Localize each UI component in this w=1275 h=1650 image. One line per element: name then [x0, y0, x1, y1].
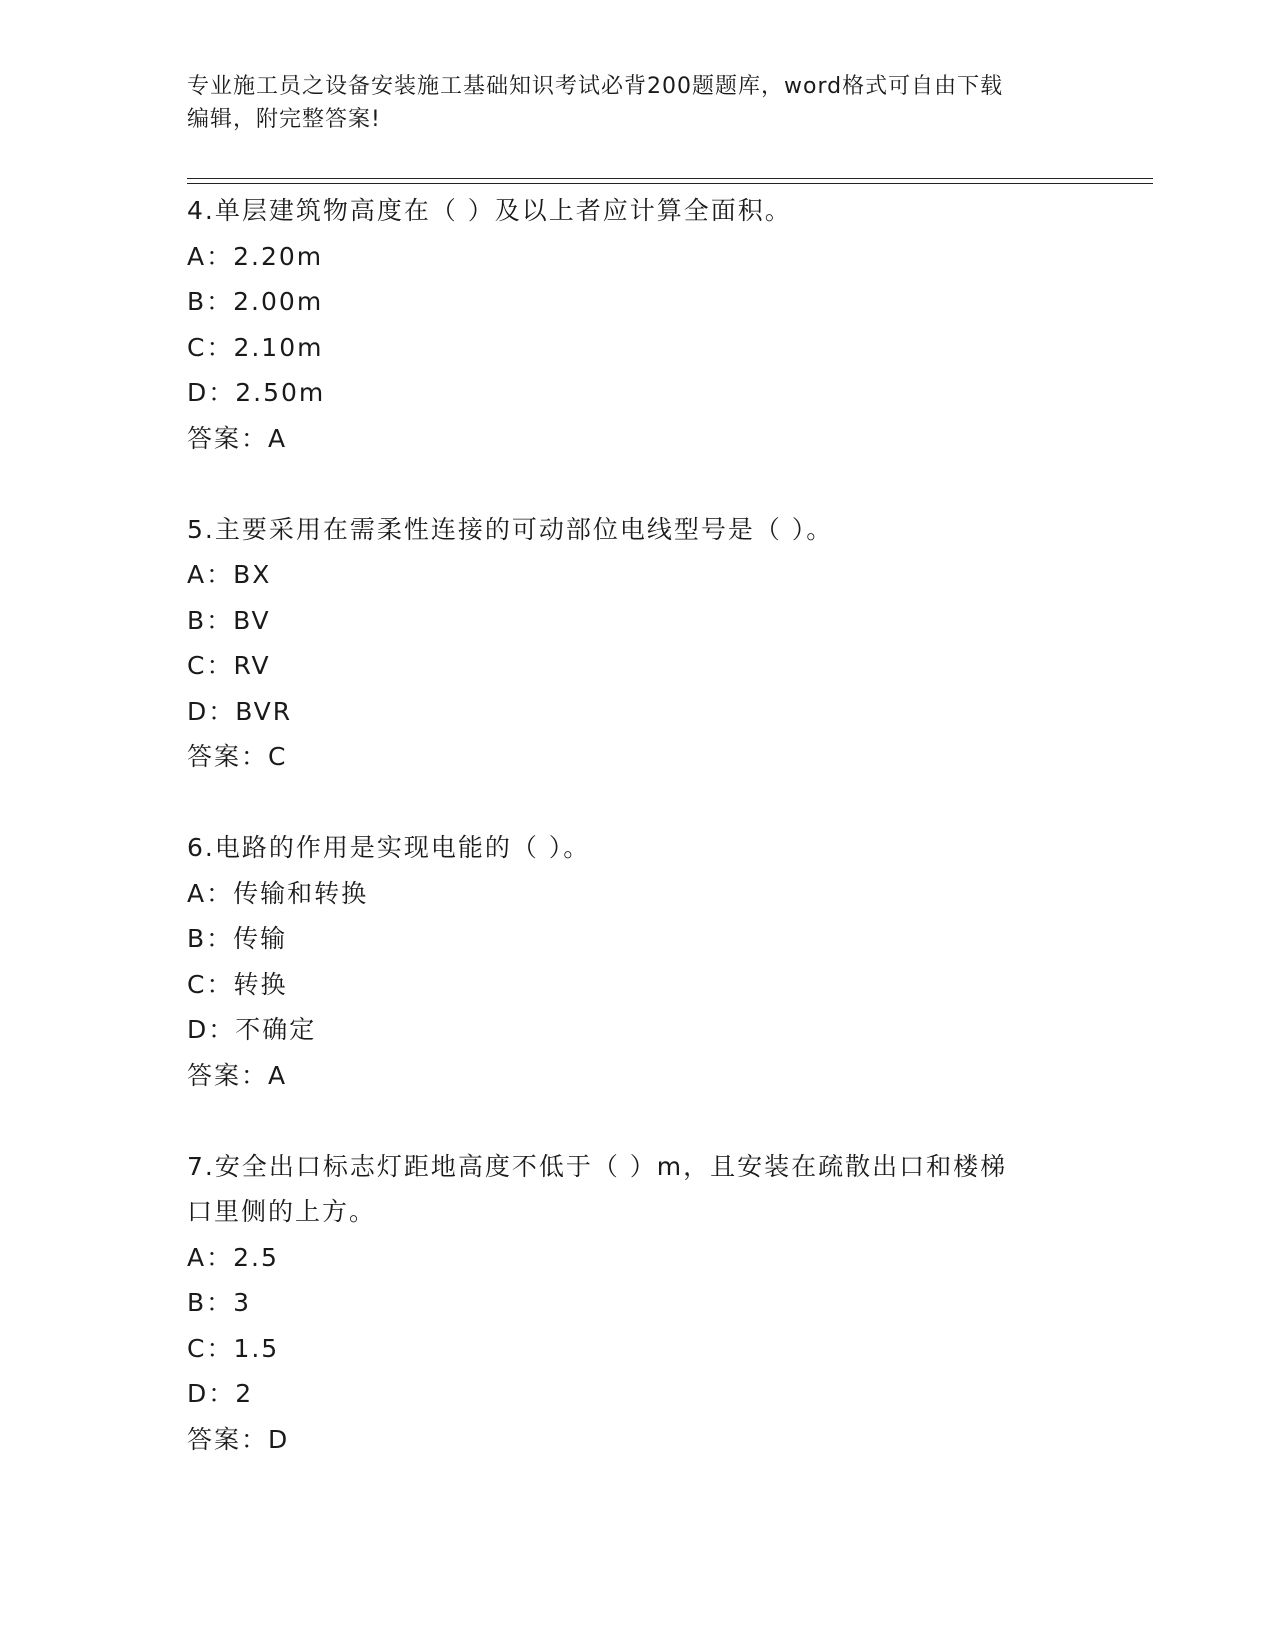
option-b: B：3 — [187, 1288, 252, 1317]
question-stem-line: 7.安全出口标志灯距地高度不低于（ ）m，且安装在疏散出口和楼梯 — [187, 1151, 1008, 1181]
question-4 — [187, 188, 1087, 461]
header-line-2: 编辑，附完整答案! — [187, 107, 381, 132]
question-stem — [187, 825, 1087, 871]
spacer — [187, 1098, 1087, 1144]
option-d: D：不确定 — [187, 1015, 317, 1044]
option-a: A：传输和转换 — [187, 878, 369, 908]
question-7 — [187, 1144, 1087, 1463]
document-header — [187, 70, 1067, 136]
question-stem-line: 6.电路的作用是实现电能的（ ）。 — [187, 833, 591, 862]
header-rule-bottom — [187, 183, 1153, 184]
question-list — [187, 188, 1087, 1462]
answer-line: 答案：C — [187, 742, 288, 771]
option-d: D：2 — [187, 1379, 254, 1408]
spacer — [187, 461, 1087, 507]
answer-line: 答案：A — [187, 1060, 288, 1090]
question-stem — [187, 507, 1087, 553]
question-stem-line: 4.单层建筑物高度在（ ）及以上者应计算全面积。 — [187, 196, 792, 225]
option-a: A：2.20m — [187, 241, 324, 271]
answer-line: 答案：D — [187, 1424, 290, 1454]
question-5 — [187, 507, 1087, 780]
option-b: B：BV — [187, 605, 271, 635]
answer-line: 答案：A — [187, 423, 288, 453]
option-d: D：BVR — [187, 696, 293, 726]
header-line-1: 专业施工员之设备安装施工基础知识考试必背200题题库，word格式可自由下载 — [187, 74, 1004, 99]
option-b: B：2.00m — [187, 287, 324, 316]
question-stem — [187, 188, 1087, 234]
option-d: D：2.50m — [187, 378, 326, 407]
question-6 — [187, 825, 1087, 1098]
option-c: C：转换 — [187, 969, 288, 999]
option-a: A：BX — [187, 560, 272, 589]
question-stem — [187, 1144, 1087, 1235]
question-stem-line: 口里侧的上方。 — [187, 1197, 377, 1226]
header-rule-top — [187, 178, 1153, 179]
question-stem-line: 5.主要采用在需柔性连接的可动部位电线型号是（ ）。 — [187, 514, 834, 544]
option-c: C：1.5 — [187, 1333, 280, 1363]
spacer — [187, 780, 1087, 826]
option-c: C：RV — [187, 651, 271, 680]
option-a: A：2.5 — [187, 1242, 279, 1272]
option-b: B：传输 — [187, 924, 288, 953]
option-c: C：2.10m — [187, 332, 324, 362]
